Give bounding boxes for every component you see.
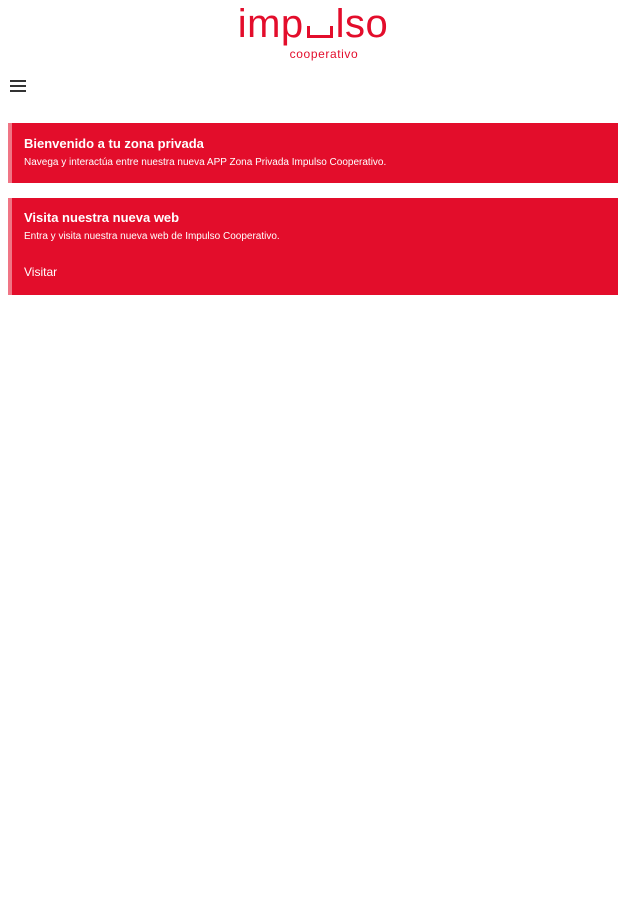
website-card-text: Entra y visita nuestra nueva web de Impulso Cooperativo. (24, 231, 280, 242)
logo-u-shape-icon (307, 26, 333, 38)
website-card-title: Visita nuestra nueva web (24, 210, 180, 225)
welcome-card-title: Bienvenido a tu zona privada (24, 136, 204, 151)
logo-wordmark-left: imp (237, 2, 304, 46)
logo-wordmark-right: lso (335, 2, 389, 46)
brand-logo (0, 4, 626, 61)
welcome-card (8, 123, 618, 183)
welcome-card-text: Navega y interactúa entre nuestra nueva APP Zona Privada Impulso Cooperativo. (24, 157, 387, 168)
menu-button[interactable] (10, 80, 32, 98)
visit-link[interactable]: Visitar (24, 265, 58, 279)
logo-wordmark (238, 4, 389, 44)
hamburger-menu-icon (10, 80, 26, 92)
website-card (8, 198, 618, 295)
logo-subtitle: cooperativo (289, 47, 359, 61)
